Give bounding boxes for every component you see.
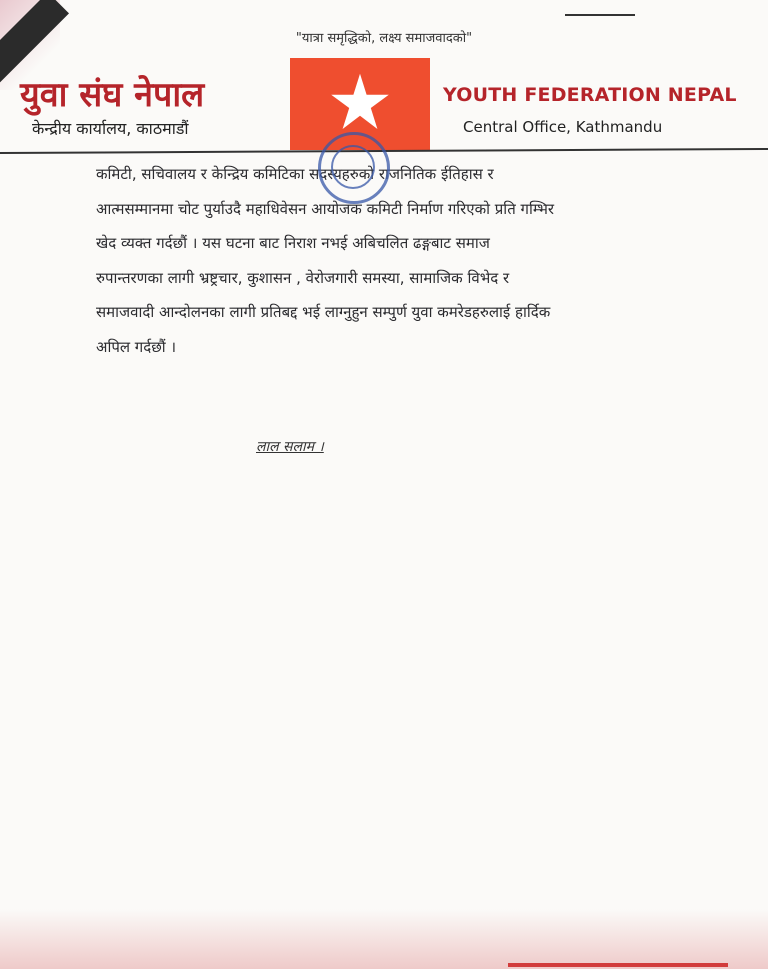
office-english: Central Office, Kathmandu (463, 118, 663, 136)
closing-salutation: लाल सलाम । (256, 439, 324, 455)
scan-red-mark (508, 963, 728, 967)
org-name-english: YOUTH FEDERATION NEPAL (443, 84, 737, 106)
scan-mark (565, 14, 635, 16)
slogan: "यात्रा समृद्धिको, लक्ष्य समाजवादको" (295, 31, 473, 46)
body-line: समाजवादी आन्दोलनका लागी प्रतिबद्द भई लाग्नुहुन सम्पुर्ण युवा कमरेडहरुलाई हार्दिक (96, 303, 551, 321)
letter-body (96, 157, 736, 364)
org-name-nepali: युवा संघ नेपाल (20, 75, 205, 115)
star-icon (330, 72, 390, 132)
office-nepali: केन्द्रीय कार्यालय, काठमाडौं (32, 119, 189, 138)
body-line: आत्मसम्मानमा चोट पुर्याउदै महाधिवेसन आयोजक कमिटी निर्माण गरिएको प्रति गम्भिर (96, 199, 555, 218)
body-line: कमिटी, सचिवालय र केन्द्रिय कमिटिका सदस्यहरुको राजनितिक ईतिहास र (96, 165, 494, 183)
body-line: अपिल गर्दछौं । (96, 337, 177, 356)
scan-smudge (0, 909, 768, 969)
official-stamp (318, 132, 390, 204)
body-line: रुपान्तरणका लागी भ्रष्ट्रचार, कुशासन , वेरोजगारी समस्या, सामाजिक विभेद र (96, 268, 510, 287)
body-line: खेद व्यक्त गर्दछौं । यस घटना बाट निराश नभई अबिचलित ढङ्गबाट समाज (96, 234, 490, 252)
